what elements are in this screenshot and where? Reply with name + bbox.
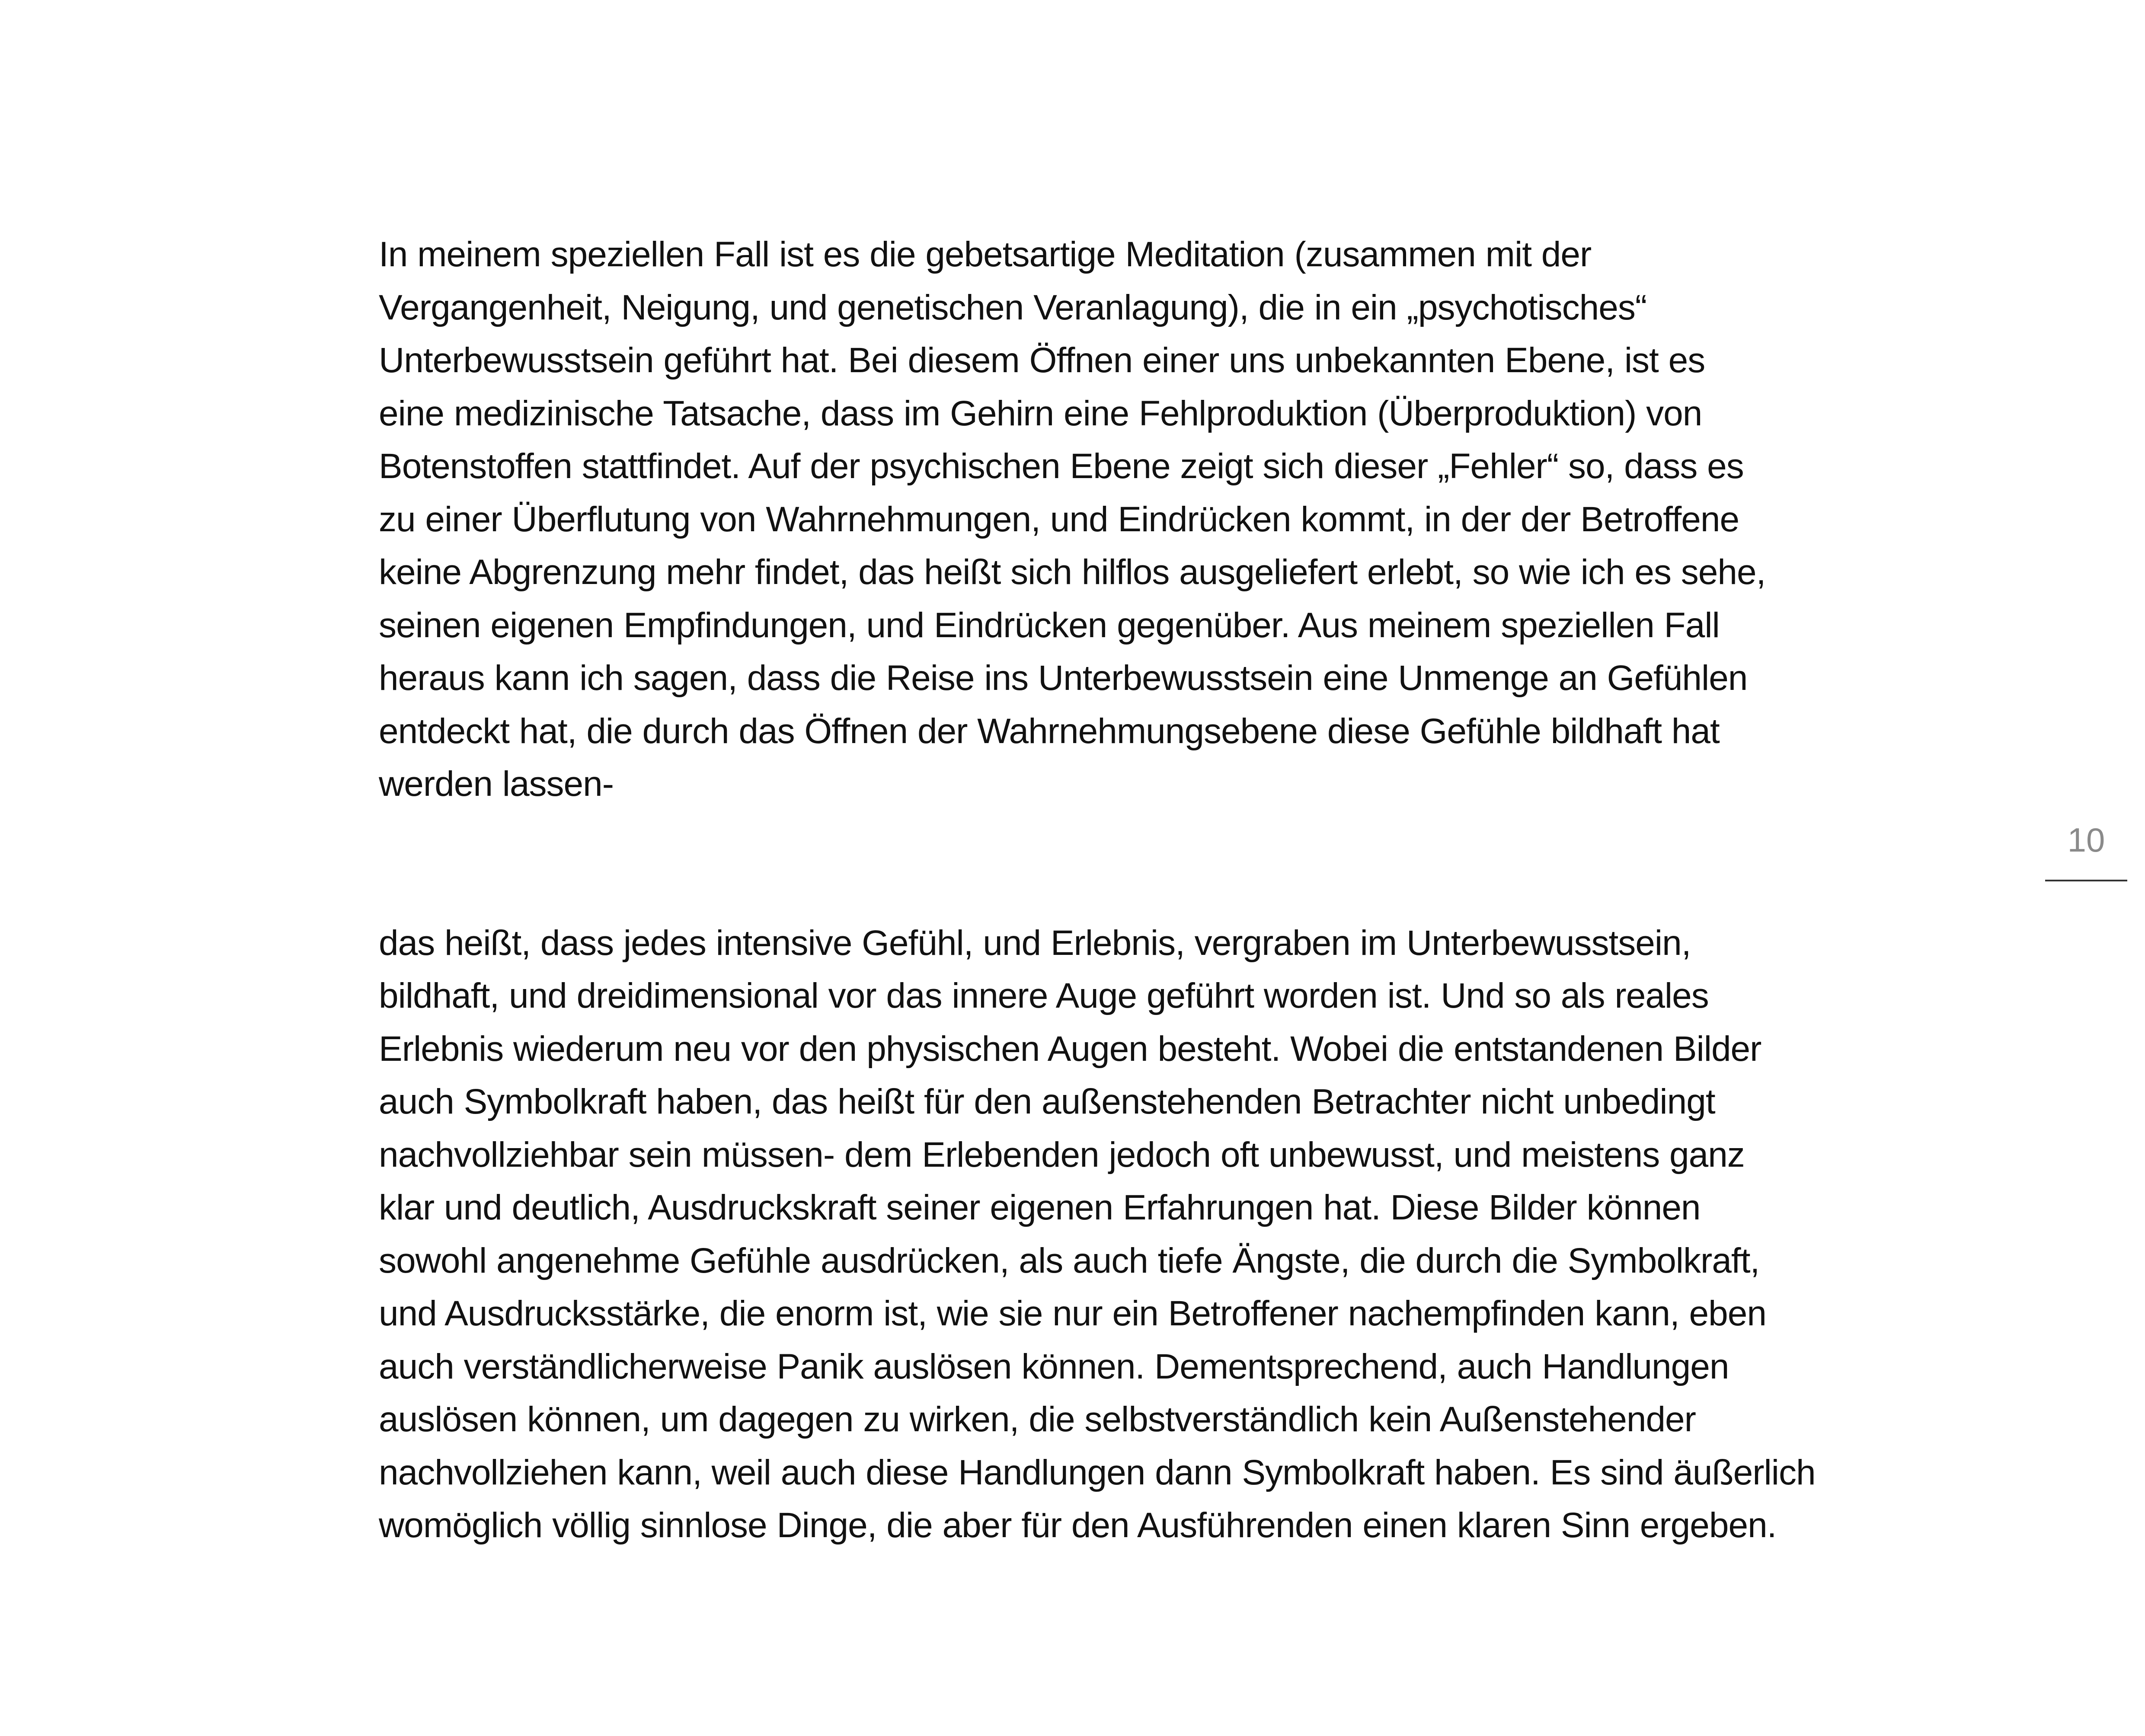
paragraph-2-line: das heißt, dass jedes intensive Gefühl, und Erlebnis, vergraben im Unterbewusstsein, xyxy=(379,923,1691,963)
body-text xyxy=(379,228,2004,1552)
paragraph-1-line: entdeckt hat, die durch das Öffnen der Wahrnehmungsebene diese Gefühle bildhaft hat xyxy=(379,711,1720,751)
paragraph-1-line: werden lassen- xyxy=(379,764,614,804)
paragraph-1-line: keine Abgrenzung mehr findet, das heißt sich hilflos ausgeliefert erlebt, so wie ich es sehe, xyxy=(379,552,1766,592)
paragraph-2-line: nachvollziehen kann, weil auch diese Handlungen dann Symbolkraft haben. Es sind äußerlich xyxy=(379,1452,1816,1492)
paragraph-2-line: Erlebnis wiederum neu vor den physischen Augen besteht. Wobei die entstandenen Bilder xyxy=(379,1029,1761,1069)
paragraph-1-line: seinen eigenen Empfindungen, und Eindrücken gegenüber. Aus meinem speziellen Fall xyxy=(379,605,1720,645)
paragraph-2-line: klar und deutlich, Ausdruckskraft seiner eigenen Erfahrungen hat. Diese Bilder können xyxy=(379,1188,1701,1227)
paragraph-1-line: Vergangenheit, Neigung, und genetischen Veranlagung), die in ein „psychotisches“ xyxy=(379,287,1647,327)
paragraph-1-line: Botenstoffen stattfindet. Auf der psychischen Ebene zeigt sich dieser „Fehler“ so, dass es xyxy=(379,447,1744,486)
paragraph-1-line: eine medizinische Tatsache, dass im Gehirn eine Fehlproduktion (Überproduktion) von xyxy=(379,393,1702,433)
paragraph-2-line: auslösen können, um dagegen zu wirken, die selbstverständlich kein Außenstehender xyxy=(379,1400,1696,1439)
paragraph-2-line: womöglich völlig sinnlose Dinge, die aber für den Ausführenden einen klaren Sinn ergeben. xyxy=(379,1506,1777,1545)
paragraph-1-line: zu einer Überflutung von Wahrnehmungen, und Eindrücken kommt, in der der Betroffene xyxy=(379,499,1739,539)
paragraph-2-line: sowohl angenehme Gefühle ausdrücken, als auch tiefe Ängste, die durch die Symbolkraft, xyxy=(379,1241,1760,1280)
paragraph-2-line: und Ausdrucksstärke, die enorm ist, wie sie nur ein Betroffener nachempfinden kann, eben xyxy=(379,1294,1766,1333)
paragraph-2-line: bildhaft, und dreidimensional vor das innere Auge geführt worden ist. Und so als reales xyxy=(379,976,1709,1015)
paragraph-2-line: nachvollziehbar sein müssen- dem Erlebenden jedoch oft unbewusst, und meistens ganz xyxy=(379,1135,1745,1174)
page-number: 10 xyxy=(2067,821,2105,859)
paragraph-1-line: In meinem speziellen Fall ist es die gebetsartige Meditation (zusammen mit der xyxy=(379,235,1592,274)
paragraph-spacer xyxy=(379,811,2004,917)
page-number-divider xyxy=(2045,880,2127,881)
paragraph-2-line: auch verständlicherweise Panik auslösen können. Dementsprechend, auch Handlungen xyxy=(379,1347,1729,1386)
paragraph-2-line: auch Symbolkraft haben, das heißt für den außenstehenden Betrachter nicht unbedingt xyxy=(379,1082,1715,1121)
paragraph-1-line: heraus kann ich sagen, dass die Reise ins Unterbewusstsein eine Unmenge an Gefühlen xyxy=(379,658,1748,698)
paragraph-1-line: Unterbewusstsein geführt hat. Bei diesem Öffnen einer uns unbekannten Ebene, ist es xyxy=(379,341,1705,380)
